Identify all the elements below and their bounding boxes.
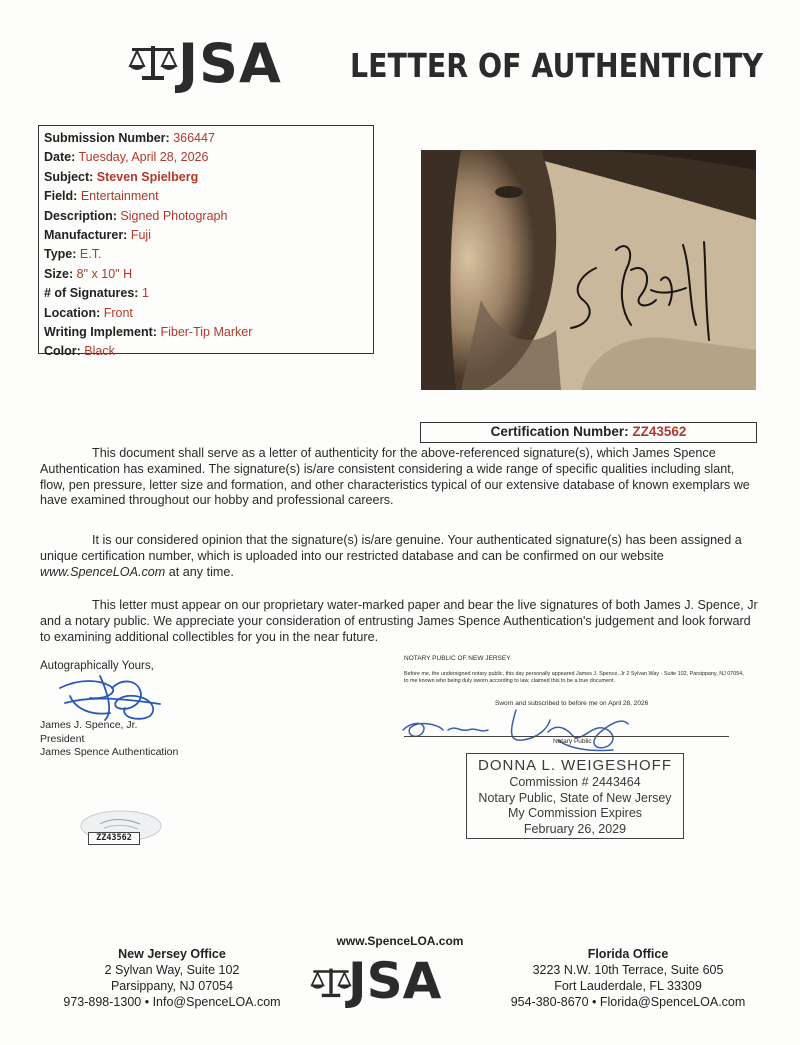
opinion-paragraph [40, 533, 762, 580]
detail-row-date [44, 148, 368, 167]
portrait-illustration [421, 150, 756, 390]
detail-row-color [44, 342, 368, 361]
detail-value: Steven Spielberg [96, 169, 199, 184]
website-link[interactable]: www.SpenceLOA.com [40, 564, 166, 579]
signer-name: James J. Spence, Jr. [40, 719, 138, 731]
notary-name: DONNA L. WEIGESHOFF [477, 757, 673, 774]
opinion-text-end: at any time. [165, 564, 234, 579]
office-title: Florida Office [587, 947, 669, 961]
page-title: LETTER OF AUTHENTICITY [350, 46, 763, 85]
notary-sworn-date: Sworn and subscribed to before me on April 28, 2026 [495, 700, 649, 707]
notary-signature-line [404, 736, 729, 737]
office-address-line1: 3223 N.W. 10th Terrace, Suite 605 [532, 963, 724, 977]
detail-value: 8" x 10" H [76, 266, 133, 281]
notary-state: Notary Public, State of New Jersey [478, 790, 672, 805]
office-address-line2: Fort Lauderdale, FL 33309 [554, 979, 702, 993]
detail-row-field [44, 187, 368, 206]
office-address-line2: Parsippany, NJ 07054 [110, 979, 234, 993]
authenticity-paragraph: This document shall serve as a letter of authenticity for the above-referenced signature(s), which James Spence Authentication has examined. The signature(s) is/are consistent considering a wide range of specific qualities including slant, flow, pen pressure, letter size and formation, and other characteristics typical of our extensive database of known exemplars we have examined throughout our hobby and professional careers. [40, 446, 750, 508]
detail-label: Date: [44, 150, 76, 165]
detail-label: Size: [44, 266, 74, 281]
detail-label: Manufacturer: [44, 228, 128, 243]
detail-row-writing-implement [44, 323, 368, 342]
detail-value: Tuesday, April 28, 2026 [78, 150, 209, 165]
detail-row-type [44, 245, 368, 264]
office-phone: 954-380-8670 [510, 995, 589, 1009]
james-spence-signature [50, 668, 170, 723]
detail-value: Fiber-Tip Marker [160, 325, 253, 340]
detail-value: Fuji [130, 228, 151, 243]
detail-value: 1 [141, 286, 149, 301]
notary-statement: Before me, the undersigned notary public, this day personally appeared James J. Spence, Jr 2 Sylvan Way - Suite 102, Parsippany, NJ 07054, to me known who being duly sworn according to law, claimed this to be a true document. [404, 671, 744, 684]
detail-label: Field: [44, 189, 78, 204]
scales-of-justice-icon [128, 42, 178, 82]
detail-label: Subject: [44, 169, 94, 184]
detail-value: 366447 [173, 131, 215, 145]
detail-value: Black [84, 344, 115, 359]
footer-scales-icon [310, 964, 352, 1000]
detail-label: Submission Number: [44, 131, 170, 145]
item-details-box [38, 125, 374, 359]
notary-public-label: Notary Public [553, 738, 592, 745]
detail-label: Description: [44, 208, 117, 223]
watermark-paragraph: This letter must appear on our proprietary water-marked paper and bear the live signatures of both James J. Spence, Jr and a notary public. We appreciate your consideration of entrusting James Spence Authentication's judgement and look forward to examining additional collectibles for you in the near future. [40, 598, 758, 644]
notary-stamp [466, 753, 684, 839]
opinion-text: It is our considered opinion that the signature(s) is/are genuine. Your authenticated signature(s) has been assigned a unique certification number, which is uploaded into our restricted database and can be confirmed on our website [40, 533, 742, 563]
detail-value: Signed Photograph [120, 208, 228, 223]
certification-number-box [420, 422, 757, 443]
hologram-number: ZZ43562 [88, 832, 140, 845]
office-email[interactable]: Info@SpenceLOA.com [152, 995, 281, 1009]
closing-salutation: Autographically Yours, [40, 660, 154, 672]
office-title: New Jersey Office [118, 947, 226, 961]
footer-jsa-logo: JSA [348, 952, 442, 1010]
signer-role: President [40, 732, 85, 745]
office-contact: 973-898-1300 • Info@SpenceLOA.com [63, 995, 281, 1009]
signer-block [40, 719, 178, 760]
detail-label: Color: [44, 344, 81, 359]
detail-label: # of Signatures: [44, 286, 139, 301]
certification-label: Certification Number: [490, 424, 629, 439]
detail-label: Type: [44, 247, 77, 262]
detail-row-size [44, 265, 368, 284]
signed-photograph-image [421, 150, 756, 390]
office-address-line1: 2 Sylvan Way, Suite 102 [104, 963, 240, 977]
detail-row-location [44, 304, 368, 323]
detail-row-subject [44, 168, 368, 187]
detail-row-manufacturer [44, 226, 368, 245]
notary-title: NOTARY PUBLIC OF NEW JERSEY [404, 655, 511, 662]
jsa-logo-text: JSA [178, 32, 282, 95]
detail-label: Location: [44, 305, 101, 320]
notary-expires-label: My Commission Expires [507, 806, 643, 820]
footer-website-link[interactable]: www.SpenceLOA.com [336, 934, 464, 948]
new-jersey-office [52, 946, 292, 1010]
detail-value: Front [103, 305, 133, 320]
detail-value: E.T. [79, 247, 102, 262]
detail-row-signatures [44, 284, 368, 303]
notary-expires-date: February 26, 2029 [523, 821, 627, 836]
office-phone: 973-898-1300 [63, 995, 142, 1009]
detail-row-description [44, 207, 368, 226]
signer-company: James Spence Authentication [40, 746, 179, 758]
office-email[interactable]: Florida@SpenceLOA.com [599, 995, 746, 1009]
office-contact: 954-380-8670 • Florida@SpenceLOA.com [510, 995, 746, 1009]
header [128, 32, 763, 95]
detail-value: Entertainment [80, 189, 159, 204]
detail-row-submission [44, 129, 368, 148]
notary-commission: Commission # 2443464 [509, 775, 641, 789]
florida-office [508, 946, 748, 1010]
notary-signature [398, 700, 638, 755]
certification-number: ZZ43562 [632, 424, 687, 439]
detail-label: Writing Implement: [44, 325, 157, 340]
